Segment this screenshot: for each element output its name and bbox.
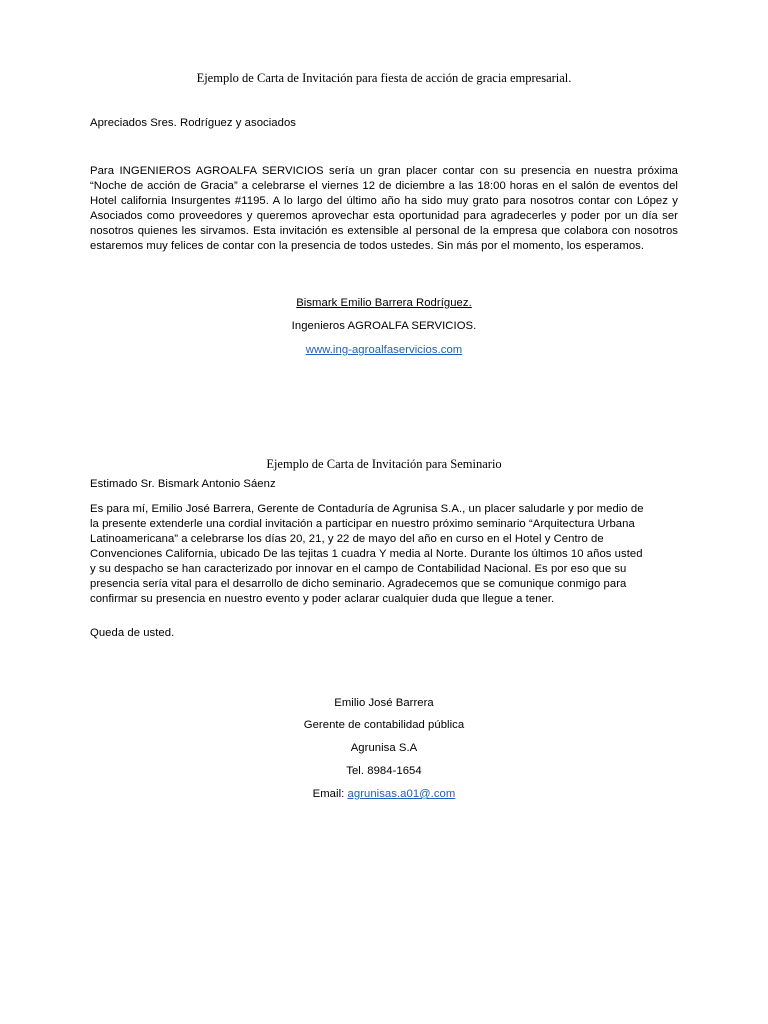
letter2-email-row — [0, 788, 768, 800]
letter2-signature-tel: Tel. 8984-1654 — [346, 765, 422, 777]
letter1-website-row — [0, 344, 768, 356]
letter1-signature-company: Ingenieros AGROALFA SERVICIOS. — [291, 320, 477, 332]
letter2-body: Es para mí, Emilio José Barrera, Gerente de Contaduría de Agrunisa S.A., un placer saludarle y por medio de la presente extenderle una cordial invitación a participar en nuestro próximo seminario “Arquitectura Urbana Latinoamericana” a celebrarse los días 20, 21, y 22 de mayo del año en curso en el Hotel y Centro de Convenciones California, ubicado De las tejitas 1 cuadra Y media al Norte. Durante los últimos 10 años usted y su despacho se han caracterizado por innovar en el campo de Contabilidad Nacional. Es por eso que su presencia sería vital para el desarrollo de dicho seminario. Agradecemos que se comunique conmigo para confirmar su presencia en nuestro evento y poder aclarar cualquier duda que llegue a tener. — [90, 503, 644, 605]
letter2-signature-name: Emilio José Barrera — [334, 697, 434, 709]
letter2-email-link[interactable]: agrunisas.a01@.com — [347, 788, 456, 800]
letter2-title: Ejemplo de Carta de Invitación para Seminario — [266, 457, 502, 471]
letter1-website-link[interactable]: www.ing-agroalfaservicios.com — [305, 344, 463, 356]
letter2-closing: Queda de usted. — [90, 627, 175, 639]
letter1-body: Para INGENIEROS AGROALFA SERVICIOS sería un gran placer contar con su presencia en nuestra próxima “Noche de acción de Gracia” a celebrarse el viernes 12 de diciembre a las 18:00 horas en el salón de eventos del Hotel california Insurgentes #1195. A lo largo del último año ha sido muy grato para nosotros contar con López y Asociados como proveedores y queremos aprovechar esta oportunidad para agradecerles y poder por un día ser nosotros quienes les sirvamos. Esta invitación es extensible al personal de la empresa que colabora con nosotros estaremos muy felices de contar con la presencia de todos ustedes. Sin más por el momento, los esperamos. — [90, 165, 678, 252]
letter1-greeting: Apreciados Sres. Rodríguez y asociados — [90, 117, 296, 129]
letter2-signature-title: Gerente de contabilidad pública — [303, 719, 465, 731]
letter1-signature-name: Bismark Emilio Barrera Rodríguez. — [296, 297, 472, 309]
letter2-signature-company: Agrunisa S.A — [350, 742, 418, 754]
letter1-title: Ejemplo de Carta de Invitación para fiesta de acción de gracia empresarial. — [196, 71, 572, 85]
letter2-email-label: Email: — [312, 788, 345, 800]
letter2-greeting: Estimado Sr. Bismark Antonio Sáenz — [90, 478, 276, 490]
